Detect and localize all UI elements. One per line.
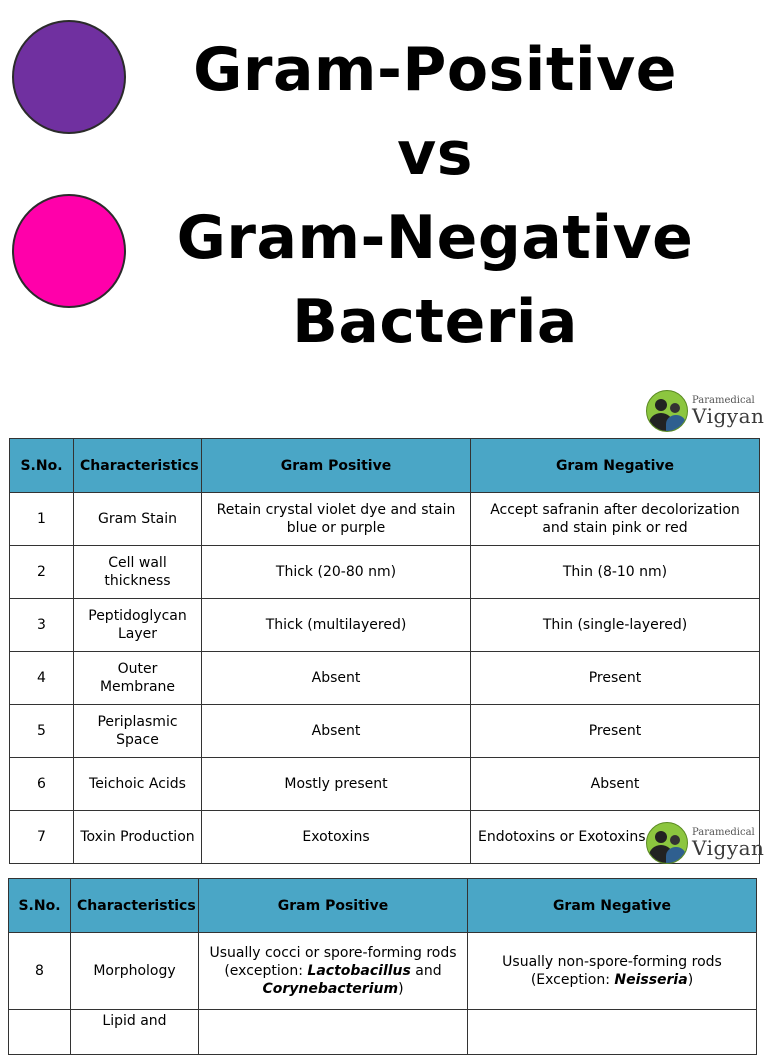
neg-exception-open: (Exception: <box>530 972 615 988</box>
cell-characteristic: Outer Membrane <box>74 652 202 705</box>
table-header-row <box>10 439 760 493</box>
cell-sno: 1 <box>10 493 74 546</box>
cell-gram-positive: Retain crystal violet dye and stain blue or purple <box>202 493 471 546</box>
table-row <box>10 493 760 546</box>
pos-text: Usually cocci or spore-forming rods <box>209 945 457 961</box>
header-characteristics: Characteristics <box>74 439 202 493</box>
table-row <box>10 652 760 705</box>
pos-and: and <box>410 963 442 979</box>
title-line-4: Bacteria <box>292 287 578 357</box>
comparison-table-2 <box>8 878 757 1055</box>
table-row <box>10 546 760 599</box>
cell-gram-positive <box>199 933 468 1010</box>
logo-big-text: Vigyan <box>692 404 765 428</box>
cell-gram-negative <box>468 1010 757 1055</box>
cell-characteristic: Peptidoglycan Layer <box>74 599 202 652</box>
paramedical-vigyan-logo <box>646 822 764 864</box>
title-line-3: Gram-Negative <box>176 203 694 273</box>
pos-exception-open: (exception: <box>224 963 308 979</box>
title-line-1: Gram-Positive <box>193 35 677 105</box>
table-row <box>10 758 760 811</box>
logo-badge-icon <box>646 822 688 864</box>
cell-gram-negative <box>468 933 757 1010</box>
paramedical-vigyan-logo <box>646 390 764 432</box>
cell-sno: 5 <box>10 705 74 758</box>
neg-text: Usually non-spore-forming rods <box>502 954 722 970</box>
cell-gram-negative: Thin (8-10 nm) <box>471 546 760 599</box>
cell-sno: 3 <box>10 599 74 652</box>
header-characteristics: Characteristics <box>71 879 199 933</box>
cell-gram-positive: Thick (multilayered) <box>202 599 471 652</box>
header-gram-positive: Gram Positive <box>202 439 471 493</box>
title-line-2: vs <box>397 119 473 189</box>
logo-big-text: Vigyan <box>692 836 765 860</box>
header-gram-positive: Gram Positive <box>199 879 468 933</box>
header-gram-negative: Gram Negative <box>468 879 757 933</box>
header-gram-negative: Gram Negative <box>471 439 760 493</box>
cell-gram-positive: Absent <box>202 652 471 705</box>
cell-sno <box>9 1010 71 1055</box>
cell-sno: 4 <box>10 652 74 705</box>
header-sno: S.No. <box>9 879 71 933</box>
table-header-row <box>9 879 757 933</box>
neg-close: ) <box>687 972 694 988</box>
cell-characteristic: Morphology <box>71 933 199 1010</box>
cell-gram-positive: Thick (20-80 nm) <box>202 546 471 599</box>
table-row <box>9 933 757 1010</box>
cell-sno: 2 <box>10 546 74 599</box>
cell-gram-negative: Present <box>471 652 760 705</box>
table-row <box>9 1010 757 1055</box>
table-row <box>10 599 760 652</box>
cell-characteristic: Periplasmic Space <box>74 705 202 758</box>
neg-exception: Neisseria <box>614 972 688 988</box>
cell-gram-negative: Accept safranin after decolorization and stain pink or red <box>471 493 760 546</box>
page-title <box>140 28 730 364</box>
cell-characteristic: Gram Stain <box>74 493 202 546</box>
cell-sno: 7 <box>10 811 74 864</box>
comparison-table-1 <box>9 438 760 864</box>
cell-gram-negative: Endotoxins or Exotoxins <box>471 811 760 864</box>
pos-exception-2: Corynebacterium <box>262 981 399 997</box>
cell-gram-negative: Thin (single-layered) <box>471 599 760 652</box>
cell-gram-positive: Exotoxins <box>202 811 471 864</box>
pos-exception-1: Lactobacillus <box>307 963 411 979</box>
logo-small-text: Paramedical <box>692 827 755 838</box>
cell-gram-negative: Absent <box>471 758 760 811</box>
table-row <box>10 705 760 758</box>
header-sno: S.No. <box>10 439 74 493</box>
logo-small-text: Paramedical <box>692 395 755 406</box>
pos-close: ) <box>398 981 404 997</box>
cell-sno: 8 <box>9 933 71 1010</box>
gram-negative-color-circle <box>12 194 126 308</box>
logo-badge-icon <box>646 390 688 432</box>
cell-characteristic: Teichoic Acids <box>74 758 202 811</box>
cell-gram-positive <box>199 1010 468 1055</box>
cell-sno: 6 <box>10 758 74 811</box>
cell-characteristic: Cell wall thickness <box>74 546 202 599</box>
cell-characteristic: Lipid and <box>71 1010 199 1055</box>
cell-gram-positive: Absent <box>202 705 471 758</box>
gram-positive-color-circle <box>12 20 126 134</box>
cell-gram-positive: Mostly present <box>202 758 471 811</box>
cell-characteristic: Toxin Production <box>74 811 202 864</box>
cell-gram-negative: Present <box>471 705 760 758</box>
